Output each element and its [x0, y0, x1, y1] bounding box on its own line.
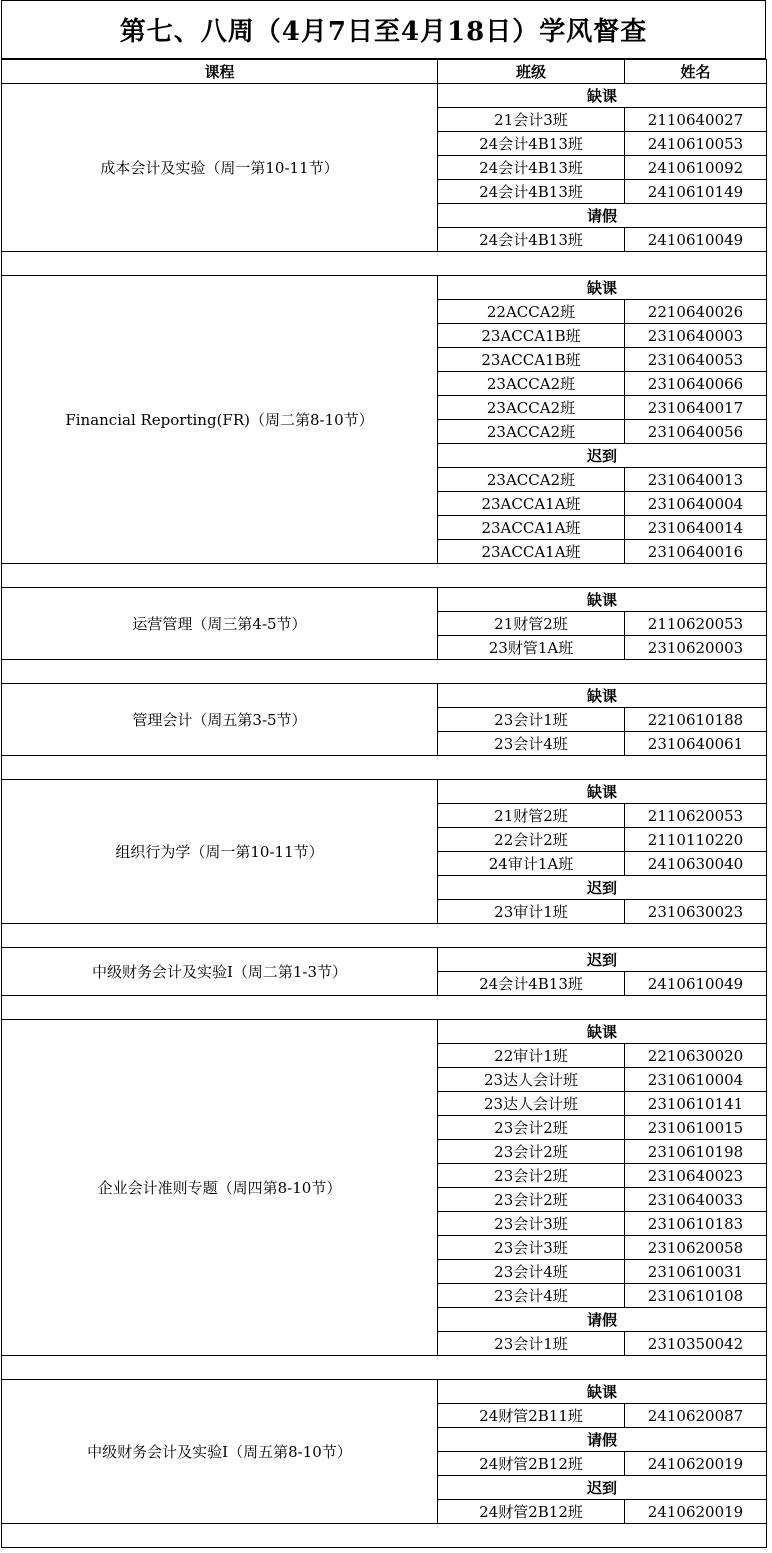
- student-id-cell: 2310610183: [625, 1212, 767, 1236]
- spacer-cell: [2, 756, 767, 780]
- student-id-cell: 2310610031: [625, 1260, 767, 1284]
- category-label: 缺课: [438, 780, 767, 804]
- spacer-row: [2, 1524, 767, 1548]
- spacer-row: [2, 564, 767, 588]
- student-id-cell: 2110110220: [625, 828, 767, 852]
- header-name: 姓名: [625, 60, 767, 84]
- class-cell: 24会计4B13班: [438, 180, 625, 204]
- class-cell: 23达人会计班: [438, 1068, 625, 1092]
- class-cell: 23ACCA2班: [438, 468, 625, 492]
- course-name: 运营管理（周三第4-5节）: [2, 588, 438, 660]
- student-id-cell: 2110620053: [625, 612, 767, 636]
- category-row: [2, 588, 767, 612]
- category-label: 缺课: [438, 588, 767, 612]
- class-cell: 24财管2B12班: [438, 1452, 625, 1476]
- class-cell: 23审计1班: [438, 900, 625, 924]
- spacer-row: [2, 252, 767, 276]
- spacer-cell: [2, 252, 767, 276]
- category-label: 迟到: [438, 444, 767, 468]
- class-cell: 23ACCA2班: [438, 396, 625, 420]
- class-cell: 24财管2B11班: [438, 1404, 625, 1428]
- spacer-row: [2, 924, 767, 948]
- category-label: 缺课: [438, 1380, 767, 1404]
- supervision-sheet: [1, 0, 766, 1553]
- class-cell: 23会计4班: [438, 1284, 625, 1308]
- student-id-cell: 2310640023: [625, 1164, 767, 1188]
- student-id-cell: 2310640014: [625, 516, 767, 540]
- class-cell: 23ACCA1B班: [438, 324, 625, 348]
- class-cell: 24会计4B13班: [438, 156, 625, 180]
- class-cell: 24审计1A班: [438, 852, 625, 876]
- student-id-cell: 2310640004: [625, 492, 767, 516]
- spacer-cell: [2, 564, 767, 588]
- student-id-cell: 2410610092: [625, 156, 767, 180]
- category-label: 缺课: [438, 1020, 767, 1044]
- class-cell: 24会计4B13班: [438, 972, 625, 996]
- spacer-cell: [2, 1356, 767, 1380]
- class-cell: 23ACCA1A班: [438, 540, 625, 564]
- course-name: 组织行为学（周一第10-11节）: [2, 780, 438, 924]
- category-label: 迟到: [438, 1476, 767, 1500]
- table-body: [2, 84, 767, 1548]
- student-id-cell: 2310640017: [625, 396, 767, 420]
- spacer-row: [2, 756, 767, 780]
- class-cell: 23ACCA2班: [438, 420, 625, 444]
- spacer-row: [2, 660, 767, 684]
- class-cell: 23会计3班: [438, 1236, 625, 1260]
- student-id-cell: 2310640033: [625, 1188, 767, 1212]
- student-id-cell: 2210640026: [625, 300, 767, 324]
- category-row: [2, 276, 767, 300]
- class-cell: 22ACCA2班: [438, 300, 625, 324]
- spacer-row: [2, 996, 767, 1020]
- course-name: 管理会计（周五第3-5节）: [2, 684, 438, 756]
- student-id-cell: 2310640016: [625, 540, 767, 564]
- category-row: [2, 948, 767, 972]
- category-row: [2, 1020, 767, 1044]
- student-id-cell: 2410620087: [625, 1404, 767, 1428]
- category-row: [2, 780, 767, 804]
- student-id-cell: 2310610004: [625, 1068, 767, 1092]
- course-name: 企业会计准则专题（周四第8-10节）: [2, 1020, 438, 1356]
- class-cell: 22会计2班: [438, 828, 625, 852]
- course-name: 中级财务会计及实验I（周五第8-10节）: [2, 1380, 438, 1524]
- category-row: [2, 84, 767, 108]
- header-class: 班级: [438, 60, 625, 84]
- student-id-cell: 2310640003: [625, 324, 767, 348]
- student-id-cell: 2110640027: [625, 108, 767, 132]
- spacer-cell: [2, 996, 767, 1020]
- spacer-cell: [2, 660, 767, 684]
- class-cell: 23会计4班: [438, 1260, 625, 1284]
- student-id-cell: 2310640066: [625, 372, 767, 396]
- class-cell: 23财管1A班: [438, 636, 625, 660]
- category-row: [2, 684, 767, 708]
- class-cell: 21财管2班: [438, 804, 625, 828]
- category-label: 请假: [438, 204, 767, 228]
- class-cell: 24财管2B12班: [438, 1500, 625, 1524]
- student-id-cell: 2310350042: [625, 1332, 767, 1356]
- student-id-cell: 2310630023: [625, 900, 767, 924]
- class-cell: 23ACCA1B班: [438, 348, 625, 372]
- course-name: 中级财务会计及实验I（周二第1-3节）: [2, 948, 438, 996]
- class-cell: 23ACCA1A班: [438, 516, 625, 540]
- student-id-cell: 2210610188: [625, 708, 767, 732]
- category-row: [2, 1380, 767, 1404]
- student-id-cell: 2310610198: [625, 1140, 767, 1164]
- class-cell: 23会计3班: [438, 1212, 625, 1236]
- spacer-cell: [2, 1524, 767, 1548]
- student-id-cell: 2410620019: [625, 1500, 767, 1524]
- header-course: 课程: [2, 60, 438, 84]
- course-name: 成本会计及实验（周一第10-11节）: [2, 84, 438, 252]
- student-id-cell: 2410630040: [625, 852, 767, 876]
- student-id-cell: 2310620003: [625, 636, 767, 660]
- student-id-cell: 2310640056: [625, 420, 767, 444]
- category-label: 缺课: [438, 684, 767, 708]
- student-id-cell: 2410620019: [625, 1452, 767, 1476]
- class-cell: 22审计1班: [438, 1044, 625, 1068]
- class-cell: 23会计1班: [438, 1332, 625, 1356]
- student-id-cell: 2310640061: [625, 732, 767, 756]
- category-label: 请假: [438, 1308, 767, 1332]
- student-id-cell: 2310640053: [625, 348, 767, 372]
- category-label: 缺课: [438, 276, 767, 300]
- category-label: 迟到: [438, 876, 767, 900]
- class-cell: 23会计4班: [438, 732, 625, 756]
- class-cell: 23会计2班: [438, 1164, 625, 1188]
- sheet-title: 第七、八周（4月7日至4月18日）学风督查: [1, 0, 766, 59]
- category-label: 迟到: [438, 948, 767, 972]
- header-row: [2, 60, 767, 84]
- spacer-row: [2, 1356, 767, 1380]
- class-cell: 24会计4B13班: [438, 132, 625, 156]
- class-cell: 23会计2班: [438, 1188, 625, 1212]
- student-id-cell: 2410610053: [625, 132, 767, 156]
- class-cell: 23ACCA2班: [438, 372, 625, 396]
- student-id-cell: 2410610149: [625, 180, 767, 204]
- student-id-cell: 2310620058: [625, 1236, 767, 1260]
- spacer-cell: [2, 924, 767, 948]
- class-cell: 23ACCA1A班: [438, 492, 625, 516]
- class-cell: 21财管2班: [438, 612, 625, 636]
- class-cell: 24会计4B13班: [438, 228, 625, 252]
- student-id-cell: 2310610108: [625, 1284, 767, 1308]
- class-cell: 23会计1班: [438, 708, 625, 732]
- student-id-cell: 2310640013: [625, 468, 767, 492]
- student-id-cell: 2210630020: [625, 1044, 767, 1068]
- attendance-table: [1, 59, 767, 1548]
- student-id-cell: 2310610141: [625, 1092, 767, 1116]
- category-label: 请假: [438, 1428, 767, 1452]
- class-cell: 21会计3班: [438, 108, 625, 132]
- student-id-cell: 2410610049: [625, 228, 767, 252]
- category-label: 缺课: [438, 84, 767, 108]
- student-id-cell: 2110620053: [625, 804, 767, 828]
- class-cell: 23达人会计班: [438, 1092, 625, 1116]
- student-id-cell: 2410610049: [625, 972, 767, 996]
- class-cell: 23会计2班: [438, 1116, 625, 1140]
- class-cell: 23会计2班: [438, 1140, 625, 1164]
- course-name: Financial Reporting(FR)（周二第8-10节）: [2, 276, 438, 564]
- student-id-cell: 2310610015: [625, 1116, 767, 1140]
